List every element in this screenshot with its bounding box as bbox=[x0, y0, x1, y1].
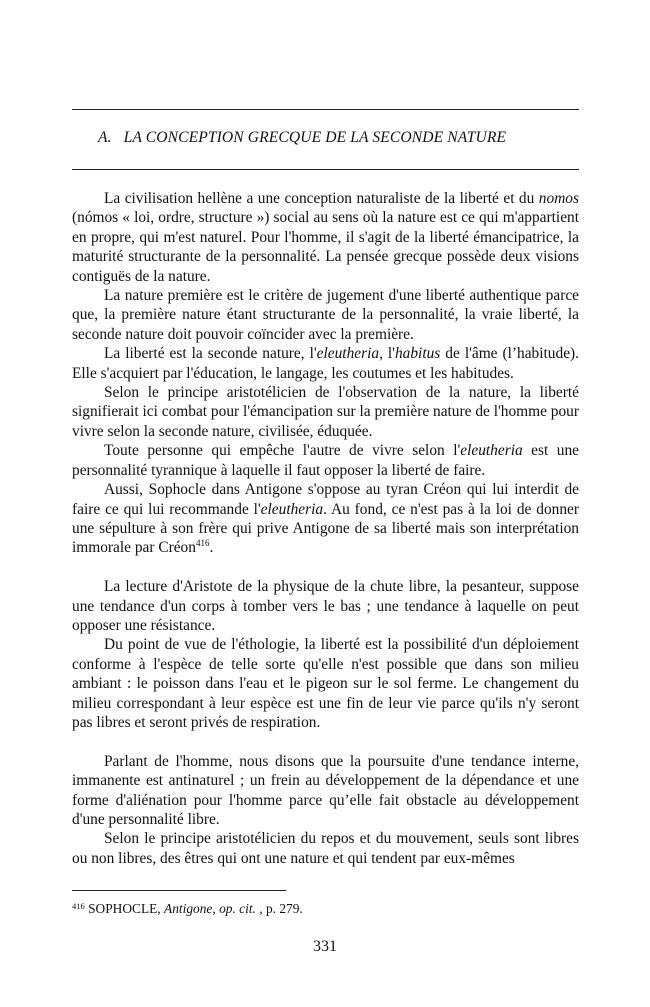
header-rule-bottom bbox=[72, 169, 579, 170]
footnote-rule bbox=[72, 890, 286, 891]
paragraph: La lecture d'Aristote de la physique de la chute libre, la pesanteur, suppose une tendance d'un corps à tomber vers le bas ; une tendance à laquelle on peut opposer une résistance. bbox=[72, 578, 579, 634]
footnote: $^{416}$ SOPHOCLE, Antigone, op. cit. , p. 279. bbox=[72, 901, 303, 916]
section-title: LA CONCEPTION GRECQUE DE LA SECONDE NATURE bbox=[123, 129, 507, 146]
section-heading bbox=[98, 129, 506, 147]
paragraph: La nature première est le critère de jugement d'une liberté authentique parce que, la première nature étant structurante de la personnalité, la vraie liberté, la seconde nature doit pouvoir coïncider avec la première. bbox=[72, 287, 579, 343]
paragraph: La liberté est la seconde nature, l'eleutheria, l'habitus de l'âme (l’habitude). Elle s'acquiert par l'éducation, le langage, les coutumes et les habitudes. bbox=[72, 345, 579, 382]
paragraph: Aussi, Sophocle dans Antigone s'oppose au tyran Créon qui lui interdit de faire ce qui lui recommande l'eleutheria. Au fond, ce n'est pas à la loi de donner une sépulture à son frère qui prive Antigone de sa liberté mais son interprétation immorale par Créon$^{416}$. bbox=[72, 481, 579, 557]
section-label: A. bbox=[98, 129, 112, 146]
page-number: 331 bbox=[313, 938, 337, 955]
body-text bbox=[72, 189, 579, 868]
paragraph: Parlant de l'homme, nous disons que la poursuite d'une tendance interne, immanente est antinaturel ; un frein au développement de la dépendance et une forme d'aliénation pour l'homme parce qu’elle fait obstacle au développement d'une personnalité libre. bbox=[72, 752, 579, 828]
footnote-ref[interactable]: 416 bbox=[195, 538, 210, 549]
header-rule-top bbox=[72, 109, 579, 110]
paragraph: Selon le principe aristotélicien du repos et du mouvement, seuls sont libres ou non libres, des êtres qui ont une nature et qui tendent par eux-mêmes bbox=[72, 830, 579, 867]
paragraph: Du point de vue de l'éthologie, la liberté est la possibilité d'un déploiement conforme à l'espèce de telle sorte qu'elle n'est possible que dans son milieu ambiant : le poisson dans l'eau et le pigeon sur le sol ferme. Le changement du milieu correspondant à leur espèce est une fin de leur vie parce qu'ils n'y seront pas libres et seront privés de respiration. bbox=[72, 636, 579, 731]
paragraph: Toute personne qui empêche l'autre de vivre selon l'eleutheria est une personnalité tyrannique à laquelle il faut opposer la liberté de faire. bbox=[72, 442, 579, 479]
paragraph: La civilisation hellène a une conception naturaliste de la liberté et du nomos (nómos « loi, ordre, structure ») social au sens où la nature est ce qui m'appartient en propre, qui m'est naturel. Pour l'homme, il s'agit de la liberté émancipatrice, la maturité structurante de la personnalité. La pensée grecque possède deux visions contiguës de la nature. bbox=[72, 190, 579, 285]
paragraph: Selon le principe aristotélicien de l'observation de la nature, la liberté signifierait ici combat pour l'émancipation sur la première nature de l'homme pour vivre selon la seconde nature, civilisée, éduquée. bbox=[72, 384, 579, 440]
footnote-number: 416 bbox=[72, 901, 85, 911]
